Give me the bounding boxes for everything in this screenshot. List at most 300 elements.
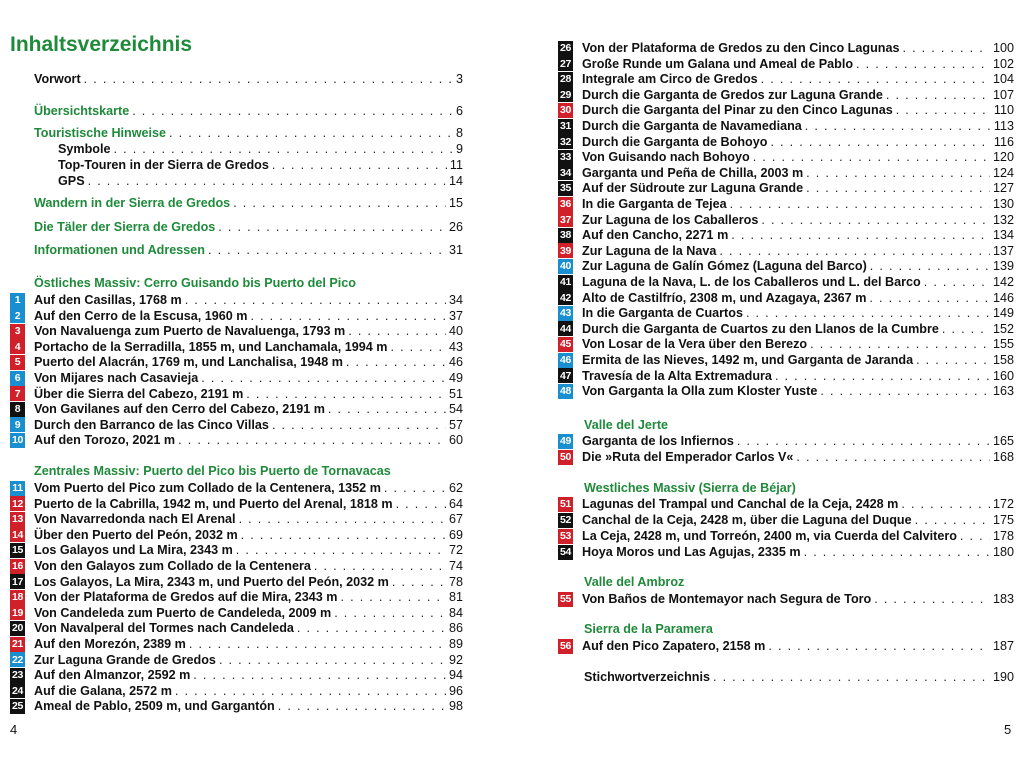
tour-number-badge: 7 (10, 386, 25, 401)
tour-number-badge: 44 (559, 322, 572, 335)
dot-leader (874, 592, 990, 606)
tour-entry[interactable] (558, 243, 1014, 259)
dot-leader (806, 166, 990, 180)
toc-title: Inhaltsverzeichnis (10, 33, 193, 56)
entry-text: Auf den Almanzor, 2592 m (34, 668, 191, 683)
dot-leader (239, 512, 446, 526)
dot-leader (731, 228, 990, 242)
tour-number-badge: 41 (559, 276, 572, 288)
entry-text: Von Candeleda zum Puerto de Candeleda, 2009 m (34, 605, 332, 620)
dot-leader (810, 337, 990, 351)
dot-leader (314, 559, 446, 573)
toc-entry[interactable] (58, 141, 463, 157)
tour-entry[interactable] (558, 305, 1014, 321)
entry-text: Auf die Galana, 2572 m (34, 683, 172, 698)
entry-text: Auf den Casillas, 1768 m (34, 293, 182, 307)
tour-entry[interactable] (558, 528, 1014, 544)
tour-number-badge: 23 (11, 669, 24, 682)
tour-entry[interactable] (558, 102, 1014, 118)
entry-page: 116 (993, 134, 1014, 149)
dot-leader (384, 481, 446, 495)
dot-leader (272, 418, 446, 432)
entry-page: 165 (992, 434, 1014, 448)
entry-text: Von Navalperal del Tormes nach Candeleda (34, 621, 294, 636)
tour-entry[interactable] (10, 605, 463, 621)
tour-entry[interactable] (10, 511, 463, 527)
dot-leader (250, 309, 446, 323)
entry-text: Los Galayos, La Mira, 2343 m, und Puerto del Peón, 2032 m (34, 574, 389, 589)
entry-text: Garganta und Peña de Chilla, 2003 m (582, 165, 804, 180)
tour-number-badge: 22 (11, 653, 24, 666)
tour-entry[interactable] (10, 542, 463, 558)
entry-page: 163 (992, 384, 1014, 399)
entry-page: 57 (448, 417, 463, 432)
entry-page: 96 (448, 683, 463, 698)
entry-text: GPS (58, 174, 85, 188)
tour-entry[interactable] (10, 558, 463, 574)
entry-text: Laguna de la Nava, L. de los Caballeros und L. del Barco (582, 275, 921, 289)
tour-number-badge: 50 (559, 451, 572, 463)
dot-leader (175, 684, 446, 698)
entry-page: 64 (448, 496, 463, 511)
entry-page: 89 (448, 637, 463, 651)
dot-leader (761, 72, 990, 86)
entry-text: Von Navaluenga zum Puerto de Navaluenga, 1793 m (34, 324, 346, 339)
tour-entry[interactable] (10, 354, 463, 370)
dot-leader (737, 434, 990, 448)
tour-entry[interactable] (10, 496, 463, 512)
dot-leader (796, 450, 990, 464)
dot-leader (236, 543, 446, 557)
entry-text: Zur Laguna de los Caballeros (582, 212, 759, 227)
tour-entry[interactable] (10, 667, 463, 683)
section-heading-east: Östliches Massiv: Cerro Guisando bis Puerto del Pico (34, 276, 356, 290)
dot-leader (804, 545, 990, 559)
entry-text: Von der Plataforma de Gredos auf die Mira, 2343 m (34, 590, 338, 605)
entry-page: 92 (448, 652, 463, 667)
dot-leader (768, 639, 990, 653)
entry-text: La Ceja, 2428 m, und Torreón, 2400 m, via Cuerda del Calvitero (582, 529, 957, 543)
tour-number-badge: 20 (11, 622, 24, 635)
dot-leader (348, 324, 446, 338)
tour-entry[interactable] (558, 227, 1014, 243)
tour-entry[interactable] (558, 321, 1014, 337)
dot-leader (341, 590, 446, 604)
tour-number-badge: 10 (11, 434, 24, 447)
left-page (0, 0, 505, 768)
dot-leader (886, 88, 990, 102)
entry-text: Auf den Pico Zapatero, 2158 m (582, 639, 766, 653)
entry-page: 9 (455, 142, 463, 156)
tour-number-badge: 34 (559, 166, 572, 179)
tour-entry[interactable] (10, 401, 463, 417)
entry-text: Über die Sierra del Cabezo, 2191 m (34, 386, 244, 401)
entry-page: 69 (448, 527, 463, 542)
entry-page: 132 (992, 212, 1014, 227)
entry-page: 180 (992, 545, 1014, 559)
entry-text: Vom Puerto del Pico zum Collado de la Centenera, 1352 m (34, 481, 381, 495)
tour-number-badge: 56 (559, 640, 572, 652)
entry-page: 100 (992, 41, 1014, 55)
entry-text: Von Gavilanes auf den Cerro del Cabezo, 2191 m (34, 402, 325, 417)
entry-text: Vorwort (34, 72, 81, 86)
entry-page: 104 (992, 72, 1014, 87)
tour-entry[interactable] (10, 652, 463, 668)
dot-leader (896, 103, 991, 117)
tour-entry[interactable] (558, 258, 1014, 274)
dot-leader (730, 197, 990, 211)
entry-page: 142 (992, 275, 1014, 289)
tour-entry[interactable] (558, 383, 1014, 399)
toc-entry[interactable] (34, 195, 463, 211)
tour-number-badge: 36 (559, 198, 572, 210)
tour-number-badge: 25 (11, 700, 24, 713)
entry-text: Durch die Garganta de Bohoyo (582, 134, 768, 149)
entry-text: Ameal de Pablo, 2509 m, und Gargantón (34, 699, 275, 714)
entry-text: Über den Puerto del Peón, 2032 m (34, 527, 238, 542)
entry-page: 31 (448, 243, 463, 257)
section-heading-bejar: Westliches Massiv (Sierra de Béjar) (584, 481, 796, 495)
tour-entry[interactable] (558, 433, 1014, 449)
toc-entry[interactable] (58, 157, 463, 173)
tour-entry[interactable] (558, 368, 1014, 384)
dot-leader (278, 699, 446, 713)
entry-page: 26 (448, 220, 463, 234)
dot-leader (753, 150, 990, 164)
dot-leader (761, 213, 990, 227)
entry-page: 178 (992, 529, 1014, 543)
entry-text: Stichwortverzeichnis (584, 670, 710, 684)
tour-number-badge: 27 (559, 57, 572, 70)
entry-text: Die »Ruta del Emperador Carlos V« (582, 450, 794, 464)
entry-text: Symbole (58, 142, 111, 156)
entry-page: 146 (992, 290, 1014, 305)
entry-text: Top-Touren in der Sierra de Gredos (58, 158, 269, 172)
tour-entry[interactable] (558, 196, 1014, 212)
entry-page: 6 (455, 104, 463, 118)
dot-leader (219, 653, 446, 667)
entry-text: Auf den Torozo, 2021 m (34, 433, 176, 448)
section-heading-jerte: Valle del Jerte (584, 418, 669, 432)
tour-number-badge: 9 (10, 417, 25, 432)
tour-number-badge: 35 (559, 182, 572, 195)
entry-text: Informationen und Adressen (34, 243, 205, 257)
tour-entry[interactable] (558, 149, 1014, 165)
entry-text: Durch die Garganta de Navamediana (582, 119, 802, 133)
tour-number-badge: 30 (559, 104, 572, 117)
entry-page: 134 (992, 228, 1014, 243)
entry-page: 113 (993, 119, 1014, 133)
dot-leader (770, 135, 990, 149)
entry-text: Zur Laguna Grande de Gredos (34, 652, 216, 667)
tour-entry[interactable] (558, 180, 1014, 196)
entry-text: Touristische Hinweise (34, 126, 167, 140)
entry-page: 34 (448, 293, 463, 307)
tour-entry[interactable] (10, 417, 463, 433)
dot-leader (193, 668, 446, 682)
entry-page: 187 (992, 639, 1014, 653)
entry-text: Durch die Garganta de Cuartos zu den Llanos de la Cumbre (582, 321, 939, 336)
entry-text: Portacho de la Serradilla, 1855 m, und Lanchamala, 1994 m (34, 339, 388, 354)
entry-text: Von Baños de Montemayor nach Segura de Toro (582, 592, 872, 606)
dot-leader (942, 322, 990, 336)
tour-entry[interactable] (10, 323, 463, 339)
entry-page: 81 (448, 590, 463, 605)
entry-text: Von Mijares nach Casavieja (34, 371, 199, 385)
entry-page: 78 (448, 574, 463, 589)
entry-page: 11 (449, 158, 463, 172)
entry-page: 51 (448, 386, 463, 401)
entry-page: 3 (455, 72, 463, 86)
tour-number-badge: 29 (559, 88, 572, 101)
tour-entry[interactable] (558, 87, 1014, 103)
entry-page: 49 (448, 371, 463, 385)
tour-number-badge: 54 (559, 546, 572, 558)
tour-entry[interactable] (558, 336, 1014, 352)
tour-entry[interactable] (10, 308, 463, 324)
tour-entry[interactable] (558, 165, 1014, 181)
tour-entry[interactable] (10, 432, 463, 448)
dot-leader (189, 637, 446, 651)
tour-number-badge: 46 (559, 354, 572, 366)
tour-entry[interactable] (558, 512, 1014, 528)
dot-leader (806, 181, 990, 195)
entry-text: Canchal de la Ceja, 2428 m, über die Laguna del Duque (582, 513, 912, 527)
dot-leader (272, 158, 447, 172)
entry-text: Auf der Südroute zur Laguna Grande (582, 181, 804, 196)
tour-number-badge: 53 (559, 530, 572, 542)
tour-entry[interactable] (10, 683, 463, 699)
entry-page: 139 (992, 259, 1014, 274)
tour-number-badge: 15 (11, 544, 24, 557)
entry-page: 62 (448, 481, 463, 495)
toc-entry[interactable] (34, 242, 463, 258)
toc-entry[interactable] (34, 219, 463, 235)
tour-number-badge: 33 (559, 151, 572, 164)
tour-entry[interactable] (10, 527, 463, 543)
tour-entry[interactable] (10, 620, 463, 636)
dot-leader (169, 126, 453, 140)
entry-page: 183 (992, 592, 1014, 606)
entry-text: Von Guisando nach Bohoyo (582, 150, 750, 165)
entry-page: 46 (448, 355, 463, 370)
tour-entry[interactable] (558, 71, 1014, 87)
tour-number-badge: 51 (559, 498, 572, 510)
entry-page: 149 (992, 306, 1014, 321)
dot-leader (856, 57, 990, 71)
entry-text: Von der Plataforma de Gredos zu den Cinco Lagunas (582, 41, 900, 55)
tour-entry[interactable] (558, 638, 1014, 654)
entry-text: Puerto del Alacrán, 1769 m, und Lanchalisa, 1948 m (34, 355, 343, 370)
entry-page: 160 (992, 368, 1014, 383)
tour-number-badge: 52 (559, 514, 572, 526)
tour-entry[interactable] (10, 480, 463, 496)
dot-leader (132, 104, 453, 118)
dot-leader (902, 41, 990, 55)
entry-text: Los Galayos und La Mira, 2343 m (34, 543, 233, 558)
tour-number-badge: 45 (559, 338, 572, 351)
tour-number-badge: 21 (11, 638, 24, 650)
dot-leader (246, 387, 446, 401)
tour-number-badge: 19 (11, 606, 24, 619)
tour-number-badge: 48 (559, 385, 572, 398)
dot-leader (901, 497, 990, 511)
tour-entry[interactable] (10, 574, 463, 590)
entry-text: Ermita de las Nieves, 1492 m, und Garganta de Jaranda (582, 353, 914, 367)
entry-page: 175 (992, 513, 1014, 527)
tour-number-badge: 6 (10, 371, 25, 386)
entry-text: Integrale am Circo de Gredos (582, 72, 758, 87)
entry-text: Alto de Castilfrío, 2308 m, und Azagaya, 2367 m (582, 290, 867, 305)
entry-page: 54 (448, 402, 463, 417)
right-page (512, 0, 1024, 768)
entry-text: Übersichtskarte (34, 104, 130, 118)
tour-entry[interactable] (558, 134, 1014, 150)
entry-page: 172 (992, 497, 1014, 511)
entry-text: Auf den Cancho, 2271 m (582, 228, 729, 243)
dot-leader (185, 293, 446, 307)
entry-text: Garganta de los Infiernos (582, 434, 734, 448)
tour-entry[interactable] (558, 40, 1014, 56)
toc-entry[interactable] (34, 71, 463, 87)
entry-page: 60 (448, 433, 463, 448)
entry-page: 127 (992, 181, 1014, 196)
entry-page: 37 (448, 308, 463, 323)
dot-leader (719, 244, 990, 258)
tour-entry[interactable] (10, 339, 463, 355)
tour-number-badge: 18 (11, 591, 24, 604)
dot-leader (201, 371, 446, 385)
tour-entry[interactable] (558, 290, 1014, 306)
entry-page: 168 (992, 450, 1014, 464)
tour-entry[interactable] (558, 544, 1014, 560)
dot-leader (713, 670, 990, 684)
entry-page: 158 (992, 353, 1014, 367)
toc-entry[interactable] (58, 173, 463, 189)
dot-leader (805, 119, 991, 133)
dot-leader (178, 433, 446, 447)
entry-page: 72 (448, 543, 463, 558)
tour-number-badge: 13 (11, 513, 24, 526)
tour-entry[interactable] (10, 292, 463, 308)
entry-text: Zur Laguna de Galín Gómez (Laguna del Barco) (582, 259, 867, 274)
tour-number-badge: 32 (559, 135, 572, 148)
tour-number-badge: 49 (559, 435, 572, 447)
tour-number-badge: 24 (11, 684, 24, 697)
dot-leader (334, 606, 446, 620)
entry-page: 102 (992, 56, 1014, 71)
tour-entry[interactable] (558, 56, 1014, 72)
tour-entry[interactable] (558, 212, 1014, 228)
entry-text: Von den Galayos zum Collado de la Centenera (34, 559, 311, 573)
section-heading-paramera: Sierra de la Paramera (584, 622, 713, 636)
dot-leader (241, 528, 446, 542)
page-number-right: 5 (1004, 722, 1012, 737)
toc-entry[interactable] (34, 125, 463, 141)
dot-leader (820, 384, 990, 398)
tour-number-badge: 1 (10, 293, 25, 308)
dot-leader (916, 353, 990, 367)
tour-number-badge: 2 (10, 308, 25, 323)
entry-page: 74 (448, 559, 463, 573)
tour-entry[interactable] (10, 589, 463, 605)
index-entry[interactable] (584, 669, 1014, 685)
tour-number-badge: 3 (10, 324, 25, 339)
tour-number-badge: 17 (11, 575, 24, 588)
tour-number-badge: 8 (10, 402, 25, 417)
entry-page: 40 (448, 324, 463, 339)
entry-text: Durch den Barranco de las Cinco Villas (34, 417, 269, 432)
dot-leader (88, 174, 446, 188)
tour-number-badge: 38 (559, 229, 572, 242)
dot-leader (746, 306, 990, 320)
entry-text: Auf den Cerro de la Escusa, 1960 m (34, 308, 248, 323)
entry-page: 8 (455, 126, 463, 140)
entry-page: 152 (992, 321, 1014, 336)
tour-entry[interactable] (10, 636, 463, 652)
entry-text: Travesía de la Alta Extremadura (582, 368, 772, 383)
entry-text: Von Garganta la Olla zum Kloster Yuste (582, 384, 818, 399)
tour-number-badge: 12 (11, 497, 24, 510)
section-heading-central: Zentrales Massiv: Puerto del Pico bis Puerto de Tornavacas (34, 464, 391, 478)
tour-number-badge: 5 (10, 355, 25, 370)
entry-page: 84 (448, 605, 463, 620)
tour-entry[interactable] (558, 449, 1014, 465)
entry-page: 120 (992, 150, 1014, 165)
tour-number-badge: 47 (559, 369, 572, 382)
dot-leader (392, 575, 446, 589)
dot-leader (346, 355, 446, 369)
tour-number-badge: 55 (559, 593, 572, 605)
dot-leader (390, 340, 446, 354)
entry-page: 110 (993, 103, 1014, 118)
entry-text: Puerto de la Cabrilla, 1942 m, und Puerto del Arenal, 1818 m (34, 496, 393, 511)
tour-entry[interactable] (10, 386, 463, 402)
dot-leader (328, 402, 446, 416)
page-number-left: 4 (10, 722, 18, 737)
entry-page: 14 (448, 174, 463, 188)
entry-text: Auf den Morezón, 2389 m (34, 637, 186, 651)
tour-number-badge: 4 (10, 339, 25, 354)
tour-number-badge: 26 (559, 42, 572, 54)
dot-leader (208, 243, 446, 257)
entry-text: Wandern in der Sierra de Gredos (34, 196, 231, 210)
dot-leader (775, 369, 990, 383)
tour-entry[interactable] (558, 591, 1014, 607)
entry-page: 190 (992, 670, 1014, 684)
tour-entry[interactable] (558, 496, 1014, 512)
tour-number-badge: 11 (10, 481, 25, 496)
tour-number-badge: 14 (11, 528, 24, 541)
entry-page: 15 (448, 196, 463, 210)
dot-leader (924, 275, 990, 289)
entry-text: Von Losar de la Vera über den Berezo (582, 337, 808, 352)
tour-entry[interactable] (10, 370, 463, 386)
entry-text: In die Garganta de Tejea (582, 197, 727, 211)
entry-text: Große Runde um Galana und Ameal de Pablo (582, 56, 854, 71)
tour-entry[interactable] (558, 274, 1014, 290)
entry-page: 94 (448, 668, 463, 683)
section-heading-ambroz: Valle del Ambroz (584, 575, 685, 589)
tour-entry[interactable] (10, 698, 463, 714)
entry-page: 107 (992, 87, 1014, 102)
tour-entry[interactable] (558, 118, 1014, 134)
tour-number-badge: 43 (559, 307, 572, 320)
dot-leader (960, 529, 990, 543)
dot-leader (915, 513, 990, 527)
tour-entry[interactable] (558, 352, 1014, 368)
toc-entry[interactable] (34, 103, 463, 119)
